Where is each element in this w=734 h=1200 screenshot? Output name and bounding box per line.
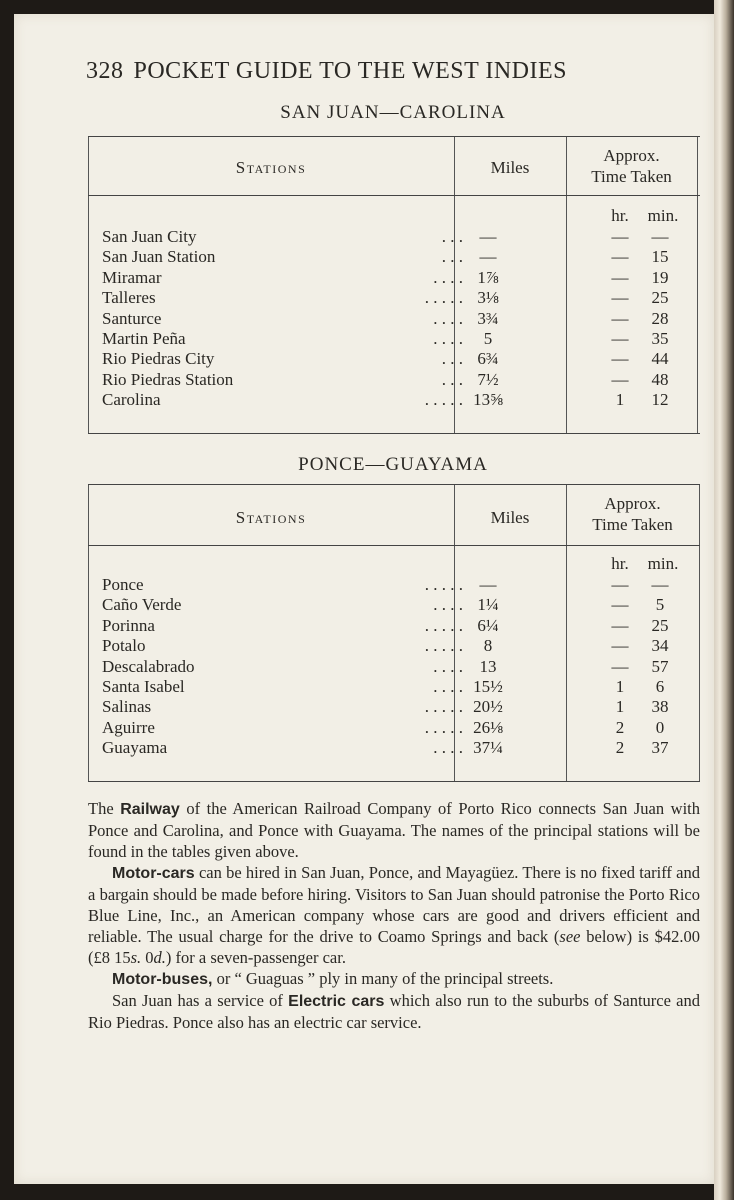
- station-name: Santa Isabel: [102, 677, 185, 696]
- station-name: San Juan City: [102, 227, 197, 246]
- table-row: [88, 247, 700, 267]
- hours-value: —: [611, 656, 629, 676]
- minutes-value: 25: [651, 615, 669, 635]
- hours-value: —: [611, 349, 629, 369]
- italic-run: d.: [153, 948, 166, 967]
- miles-value: 26⅛: [473, 717, 503, 737]
- hours-value: —: [611, 329, 629, 348]
- miles-value: —: [479, 247, 497, 267]
- column-header-time-line2: Time Taken: [592, 515, 673, 534]
- text-run: can be hired in San Juan, Ponce, and Mayagüez. There is no fixed tariff and a bargain should be made before hiring. Visitors to San Juan should patronise the Porto Rico Blue Line, Inc., an American company whose cars are good and drivers efficient and reliable. The usual charge for the drive to Coamo Springs and back (: [88, 863, 700, 946]
- running-header: [86, 58, 666, 85]
- table-row: [88, 349, 700, 369]
- unit-hours: hr.: [611, 206, 629, 225]
- station-name: Miramar: [102, 267, 162, 287]
- table-row: [88, 370, 700, 390]
- station-name: Porinna: [102, 615, 155, 635]
- timetable-san-juan-carolina: [88, 136, 700, 434]
- leader-dots: . . . . .: [424, 288, 463, 308]
- hours-value: —: [611, 575, 629, 594]
- text-run: ) for a seven-passenger car.: [165, 948, 346, 967]
- table-row: [88, 329, 700, 349]
- miles-value: —: [479, 575, 497, 594]
- bold-term-electric-cars: Electric cars: [288, 993, 385, 1010]
- station-name: Martin Peña: [102, 329, 186, 348]
- hours-value: —: [611, 267, 629, 287]
- table-row: [88, 738, 700, 758]
- table-row: [88, 288, 700, 308]
- minutes-value: 37: [651, 738, 669, 758]
- hours-value: —: [611, 288, 629, 308]
- paragraph-motor-buses: [88, 968, 700, 990]
- timetable-ponce-guayama: [88, 484, 700, 782]
- miles-value: 6¾: [477, 349, 499, 369]
- station-name: Caño Verde: [102, 595, 182, 615]
- station-name: Santurce: [102, 308, 162, 328]
- leader-dots: . . . .: [433, 329, 463, 348]
- leader-dots: . . .: [441, 227, 463, 246]
- minutes-value: 44: [651, 349, 669, 369]
- column-header-miles: Miles: [490, 508, 530, 527]
- miles-value: 13⅝: [473, 390, 503, 410]
- station-name: Ponce: [102, 575, 144, 594]
- hours-value: —: [611, 615, 629, 635]
- leader-dots: . . . .: [433, 308, 463, 328]
- hours-value: 1: [615, 390, 625, 410]
- hours-value: —: [611, 369, 629, 389]
- unit-hours: hr.: [611, 554, 629, 573]
- leader-dots: . . . . .: [424, 615, 463, 635]
- table-row: [88, 390, 700, 410]
- leader-dots: . . . .: [433, 656, 463, 676]
- table-row: [88, 616, 700, 636]
- miles-value: 6¼: [477, 615, 499, 635]
- text-run: which also run to the suburbs of Santurce and Rio Piedras. Ponce also has an electric car service.: [88, 991, 700, 1032]
- minutes-value: 15: [651, 247, 669, 267]
- units-row: [88, 553, 700, 575]
- header-rule: [88, 195, 700, 196]
- text-run: of the American Railroad Company of Porto Rico connects San Juan with Ponce and Carolina, and Ponce with Guayama. The names of the principal stations will be found in the tables given above.: [88, 799, 700, 861]
- minutes-value: 6: [655, 677, 665, 696]
- column-header-stations: Stations: [235, 508, 307, 527]
- hours-value: 1: [615, 697, 625, 717]
- hours-value: —: [611, 247, 629, 267]
- minutes-value: 12: [651, 390, 669, 410]
- station-name: Potalo: [102, 636, 146, 656]
- table-row: [88, 697, 700, 717]
- leader-dots: . . . . .: [424, 575, 463, 594]
- miles-value: 7½: [477, 369, 499, 389]
- station-name: Rio Piedras Station: [102, 369, 234, 389]
- station-name: Aguirre: [102, 717, 155, 737]
- leader-dots: . . . . .: [424, 717, 463, 737]
- table-title-ponce-guayama: PONCE—GUAYAMA: [298, 454, 488, 475]
- miles-value: 3¾: [477, 308, 499, 328]
- minutes-value: 57: [651, 656, 669, 676]
- miles-value: 3⅛: [477, 288, 499, 308]
- text-run: San Juan has a service of: [112, 991, 289, 1010]
- bold-term-motor-buses: Motor-buses,: [112, 971, 213, 988]
- table-row: [88, 636, 700, 656]
- hours-value: 2: [615, 717, 625, 737]
- text-run: or “ Guaguas ” ply in many of the principal streets.: [212, 969, 554, 988]
- paragraph-railway: [88, 798, 700, 862]
- hours-value: —: [611, 595, 629, 615]
- unit-minutes: min.: [647, 206, 679, 225]
- minutes-value: 34: [651, 636, 669, 656]
- book-spine: [714, 0, 734, 1200]
- hours-value: —: [611, 308, 629, 328]
- hours-value: 1: [615, 677, 625, 696]
- miles-value: 13: [479, 656, 497, 676]
- leader-dots: . . . .: [433, 677, 463, 696]
- station-name: Guayama: [102, 738, 168, 758]
- table-row: [88, 595, 700, 615]
- minutes-value: 28: [651, 308, 669, 328]
- table-row: [88, 677, 700, 697]
- table-row: [88, 718, 700, 738]
- miles-value: 5: [483, 329, 493, 348]
- table-row: [88, 309, 700, 329]
- station-name: Salinas: [102, 697, 152, 717]
- station-name: Descalabrado: [102, 656, 195, 676]
- column-header-miles: Miles: [490, 158, 530, 177]
- paragraph-motor-cars: [88, 862, 700, 968]
- body-text: [88, 798, 700, 1033]
- station-name: San Juan Station: [102, 247, 216, 267]
- minutes-value: 48: [651, 369, 669, 389]
- text-run: below) is $42.00 (£8 15: [88, 927, 700, 967]
- minutes-value: —: [651, 575, 669, 594]
- bold-term-motor-cars: Motor-cars: [112, 865, 195, 882]
- leader-dots: . . . .: [433, 267, 463, 287]
- leader-dots: . . .: [441, 349, 463, 369]
- miles-value: —: [479, 227, 497, 246]
- leader-dots: . . . . .: [424, 390, 463, 410]
- station-name: Talleres: [102, 288, 156, 308]
- station-name: Rio Piedras City: [102, 349, 215, 369]
- minutes-value: 19: [651, 267, 669, 287]
- table-row: [88, 268, 700, 288]
- leader-dots: . . . .: [433, 738, 463, 758]
- leader-dots: . . . .: [433, 595, 463, 615]
- table-row: [88, 657, 700, 677]
- table-title-san-juan-carolina: SAN JUAN—CAROLINA: [280, 102, 506, 123]
- station-name: Carolina: [102, 390, 161, 410]
- minutes-value: 38: [651, 697, 669, 717]
- leader-dots: . . . . .: [424, 697, 463, 717]
- minutes-value: —: [651, 227, 669, 246]
- minutes-value: 5: [655, 595, 665, 615]
- column-header-time-line1: Approx.: [604, 494, 661, 513]
- text-run: The: [88, 799, 121, 818]
- column-header-time-line1: Approx.: [603, 146, 660, 165]
- header-rule: [88, 545, 700, 546]
- miles-value: 1⅞: [477, 267, 499, 287]
- minutes-value: 35: [651, 329, 669, 348]
- miles-value: 37¼: [473, 738, 503, 758]
- miles-value: 1¼: [477, 595, 499, 615]
- column-header-time: [566, 145, 697, 187]
- bold-term-railway: Railway: [120, 801, 180, 818]
- italic-run: s.: [130, 948, 142, 967]
- leader-dots: . . .: [441, 247, 463, 267]
- units-row: [88, 205, 700, 227]
- book-title: POCKET GUIDE TO THE WEST INDIES: [133, 58, 568, 84]
- column-header-stations: Stations: [235, 158, 307, 177]
- unit-minutes: min.: [647, 554, 679, 573]
- column-header-time: [566, 493, 699, 535]
- italic-run: see: [559, 927, 581, 946]
- leader-dots: . . . . .: [424, 636, 463, 656]
- paragraph-electric-cars: [88, 990, 700, 1033]
- leader-dots: . . .: [441, 369, 463, 389]
- table-row: [88, 575, 700, 595]
- miles-value: 15½: [473, 677, 503, 696]
- hours-value: —: [611, 636, 629, 656]
- miles-value: 8: [483, 636, 493, 656]
- table-row: [88, 227, 700, 247]
- minutes-value: 25: [651, 288, 669, 308]
- hours-value: 2: [615, 738, 625, 758]
- text-run: 0: [141, 948, 154, 967]
- hours-value: —: [611, 227, 629, 246]
- minutes-value: 0: [655, 717, 665, 737]
- page-number: 328: [86, 58, 124, 84]
- column-header-time-line2: Time Taken: [591, 167, 672, 186]
- miles-value: 20½: [473, 697, 503, 717]
